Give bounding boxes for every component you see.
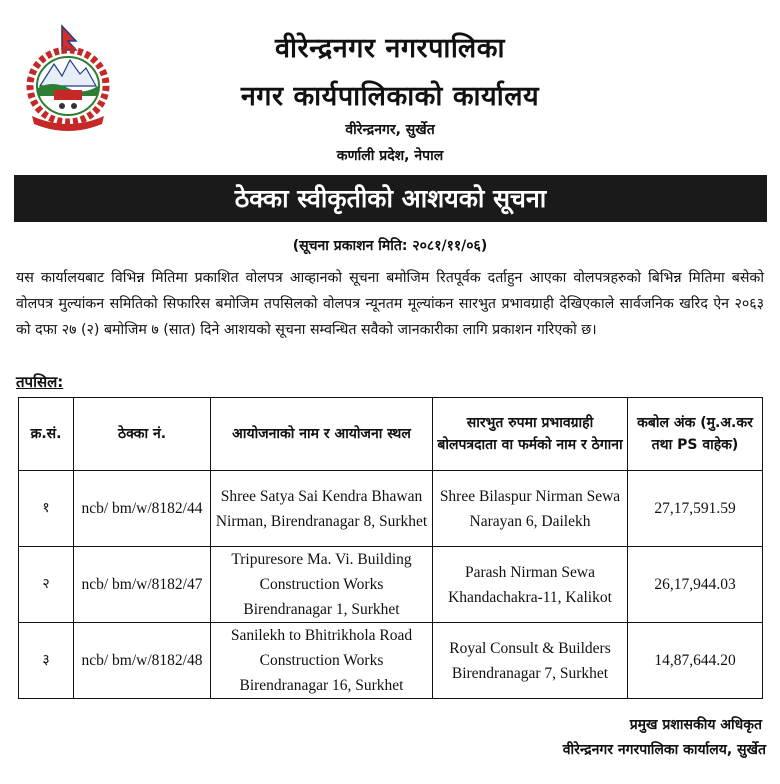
publication-date: (सूचना प्रकाशन मिति: २०८१/११/०६) [292,238,488,254]
org-address: वीरेन्द्रनगर, सुर्खेत [345,122,435,138]
table-row [19,471,763,547]
tapasil-label: तपसिल: [16,373,64,391]
office-name: नगर कार्यपालिकाको कार्यालय [240,81,540,112]
signatory-office: वीरेन्द्रनगर नगरपालिका कार्यालय, सुर्खेत [562,742,766,758]
signatory-title: प्रमुख प्रशासकीय अधिकृत [629,717,762,733]
cell-bidder: Royal Consult & Builders Birendranagar 7, Surkhet [433,623,628,699]
cell-project: Shree Satya Sai Kendra Bhawan Nirman, Birendranagar 8, Surkhet [211,471,433,547]
contract-table [18,397,763,699]
col-header-amount: कबोल अंक (मु.अ.कर तथा PS वाहेक) [628,398,763,471]
cell-contract-no: ncb/ bm/w/8182/44 [74,471,211,547]
cell-sn: ३ [19,623,74,699]
cell-sn: २ [19,547,74,623]
cell-amount: 27,17,591.59 [628,471,763,547]
col-header-project: आयोजनाको नाम र आयोजना स्थल [211,398,433,471]
cell-project: Sanilekh to Bhitrikhola Road Construction Works Birendranagar 16, Surkhet [211,623,433,699]
cell-amount: 26,17,944.03 [628,547,763,623]
table-row [19,547,763,623]
col-header-sn: क्र.सं. [19,398,74,471]
table-header-row [19,398,763,471]
cell-amount: 14,87,644.20 [628,623,763,699]
cell-project: Tripuresore Ma. Vi. Building Construction Works Birendranagar 1, Surkhet [211,547,433,623]
org-name: वीरेन्द्रनगर नगरपालिका [275,33,505,64]
col-header-contract-no: ठेक्का नं. [74,398,211,471]
cell-sn: १ [19,471,74,547]
cell-bidder: Parash Nirman Sewa Khandachakra-11, Kalikot [433,547,628,623]
org-province: कर्णाली प्रदेश, नेपाल [336,148,444,164]
notice-body: यस कार्यालयबाट विभिन्न मितिमा प्रकाशित वोलपत्र आव्हानको सूचना बमोजिम रितपूर्वक दर्ताहुन आएका वोलपत्रहरुको बिभिन्न मितिमा बसेको वोलपत्र मुल्यांकन समितिको सिफारिस बमोजिम तपसिलको वोलपत्र न्यूनतम मूल्यांकन सारभुत प्रभावग्राही देखिएकाले सार्वजनिक खरिद ऐन २०६३ को दफा २७ (२) बमोजिम ७ (सात) दिने आशयको सूचना सम्वन्धित सवैको जानकारीका लागि प्रकाशन गरिएको छ। [16,270,764,338]
notice-title: ठेक्का स्वीकृतीको आशयको सूचना [14,175,767,222]
cell-contract-no: ncb/ bm/w/8182/48 [74,623,211,699]
col-header-bidder: सारभुत रुपमा प्रभावग्राही बोलपत्रदाता वा फर्मको नाम र ठेगाना [433,398,628,471]
cell-bidder: Shree Bilaspur Nirman Sewa Narayan 6, Dailekh [433,471,628,547]
table-row [19,623,763,699]
cell-contract-no: ncb/ bm/w/8182/47 [74,547,211,623]
